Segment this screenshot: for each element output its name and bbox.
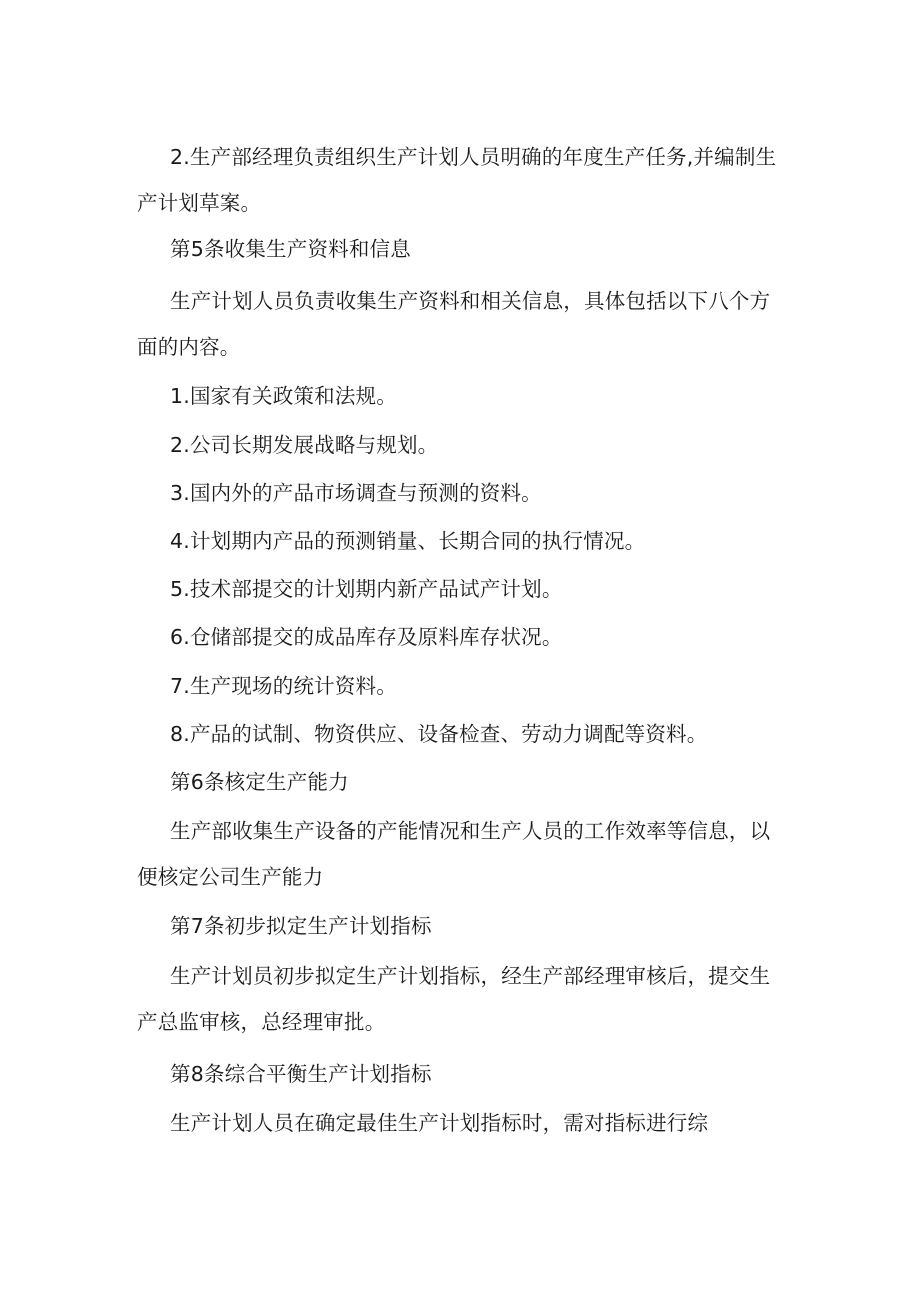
paragraph-collect-info: 生产计划人员负责收集生产资料和相关信息，具体包括以下八个方面的内容。 [137, 289, 771, 359]
list-item-1: 1.国家有关政策和法规。 [170, 384, 397, 408]
paragraph-capacity: 生产部收集生产设备的产能情况和生产人员的工作效率等信息，以便核定公司生产能力 [137, 819, 771, 889]
list-item-4: 4.计划期内产品的预测销量、长期合同的执行情况。 [170, 529, 646, 553]
list-item-6: 6.仓储部提交的成品库存及原料库存状况。 [170, 625, 563, 649]
list-item-2: 2.公司长期发展战略与规划。 [170, 433, 439, 457]
paragraph-balance: 生产计划人员在确定最佳生产计划指标时，需对指标进行综 [170, 1111, 709, 1135]
paragraph-task-2: 2.生产部经理负责组织生产计划人员明确的年度生产任务,并编制生产计划草案。 [137, 145, 777, 215]
list-item-5: 5.技术部提交的计划期内新产品试产计划。 [170, 577, 563, 601]
heading-article-7: 第7条初步拟定生产计划指标 [170, 914, 432, 938]
heading-article-6: 第6条核定生产能力 [170, 770, 349, 794]
list-item-3: 3.国内外的产品市场调查与预测的资料。 [170, 481, 542, 505]
list-item-7: 7.生产现场的统计资料。 [170, 674, 397, 698]
heading-article-8: 第8条综合平衡生产计划指标 [170, 1062, 432, 1086]
paragraph-draft-plan: 生产计划员初步拟定生产计划指标，经生产部经理审核后，提交生产总监审核，总经理审批。 [137, 964, 771, 1034]
heading-article-5: 第5条收集生产资料和信息 [170, 237, 411, 261]
list-item-8: 8.产品的试制、物资供应、设备检查、劳动力调配等资料。 [170, 722, 708, 746]
